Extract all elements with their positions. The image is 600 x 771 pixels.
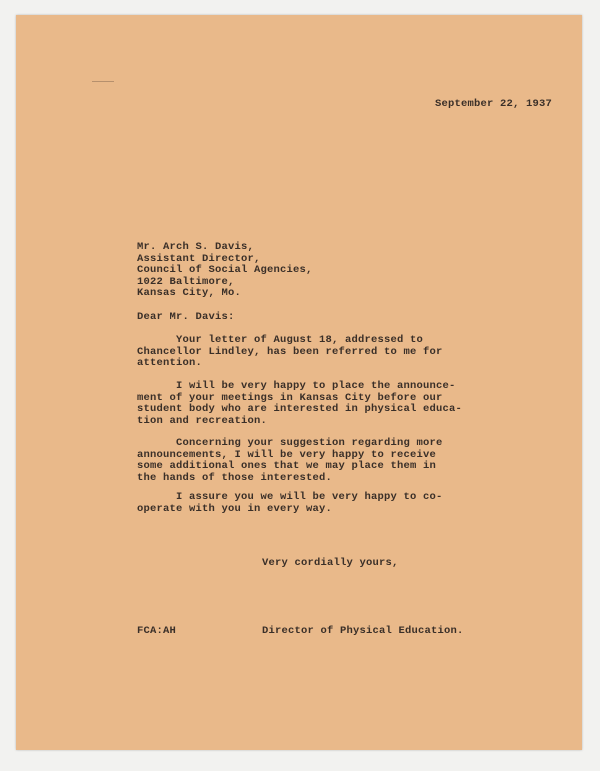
body-line: tion and recreation. (137, 414, 268, 427)
body-line: the hands of those interested. (137, 471, 333, 484)
address-line: Mr. Arch S. Davis, (137, 241, 255, 253)
body-line: student body who are interested in physical educa- (137, 403, 463, 415)
body-line: Concerning your suggestion regarding more (137, 437, 443, 449)
salutation: Dear Mr. Davis: (137, 311, 235, 323)
address-line: Council of Social Agencies, (137, 264, 313, 276)
recipient-address (137, 242, 313, 300)
body-paragraph (137, 492, 443, 515)
body-line: ment of your meetings in Kansas City before our (137, 391, 443, 404)
body-paragraph (137, 438, 443, 484)
body-paragraph (137, 381, 462, 427)
address-line: 1022 Baltimore, (137, 275, 235, 288)
body-line: Your letter of August 18, addressed to (137, 334, 424, 346)
paper-mark (92, 81, 114, 82)
letter-date: September 22, 1937 (435, 98, 553, 110)
address-line: Kansas City, Mo. (137, 287, 242, 299)
body-line: operate with you in every way. (137, 502, 333, 515)
typist-initials: FCA:AH (137, 625, 177, 637)
body-line: Chancellor Lindley, has been referred to me for (137, 345, 443, 358)
closing: Very cordially yours, (262, 557, 399, 569)
body-line: I will be very happy to place the announce- (137, 380, 456, 392)
body-line: some additional ones that we may place them in (137, 460, 437, 472)
body-line: I assure you we will be very happy to co- (137, 491, 443, 503)
body-line: attention. (137, 357, 203, 369)
address-line: Assistant Director, (137, 252, 261, 265)
body-line: announcements, I will be very happy to receive (137, 448, 437, 461)
signer-title: Director of Physical Education. (262, 625, 464, 637)
body-paragraph (137, 335, 443, 370)
